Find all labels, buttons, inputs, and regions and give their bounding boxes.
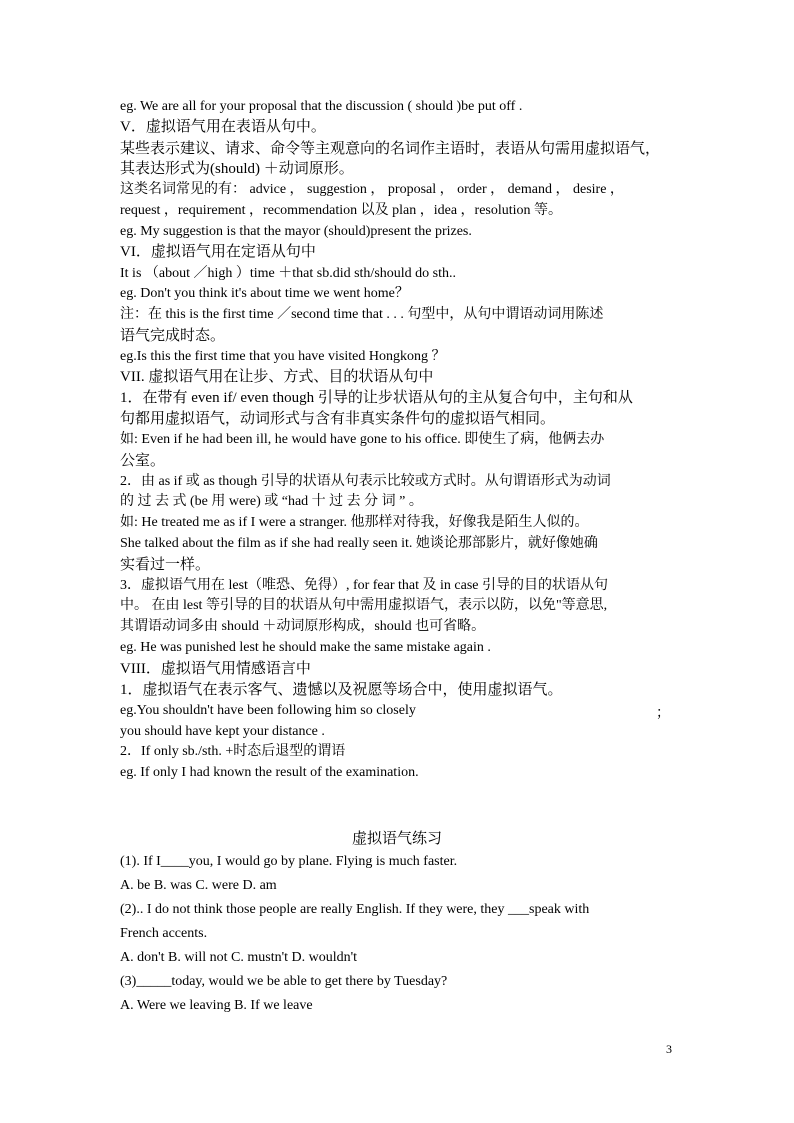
question-line: French accents. — [120, 926, 208, 941]
text-line: eg. He was punished lest he should make the same mistake again . — [120, 640, 491, 655]
text-line: 中。 在由 lest 等引导的目的状语从句中需用虚拟语气，表示以防，以免"等意思, — [120, 598, 608, 613]
exercise-title: 虚拟语气练习 — [351, 831, 442, 847]
section-heading: VI．虚拟语气用在定语从句中 — [120, 244, 316, 260]
text-line: 其谓语动词多由 should ＋动词原形构成，should 也可省略。 — [120, 619, 486, 634]
text-line: 2．由 as if 或 as though 引导的状语从句表示比较或方式时。从句谓语形式为动词 — [120, 474, 611, 489]
text-line: 这类名词常见的有： advice ， suggestion ， proposal ， order ， demand ， desire ， — [120, 182, 624, 197]
text-line: eg.Is this the first time that you have visited Hongkong ？ — [120, 349, 446, 364]
trailing-semicolon: ； — [656, 706, 670, 721]
section-heading: V．虚拟语气用在表语从句中。 — [120, 119, 326, 135]
text-line: 其表达形式为(should) ＋动词原形。 — [120, 161, 354, 177]
text-line: 语气完成时态。 — [120, 328, 226, 344]
question-line: (1). If I____you, I would go by plane. Flying is much faster. — [120, 854, 458, 869]
text-line: She talked about the film as if she had really seen it. 她谈论那部影片，就好像她确 — [120, 536, 598, 551]
options-line: A. don't B. will not C. mustn't D. wouldn't — [120, 950, 358, 965]
section-heading: VIII．虚拟语气用情感语言中 — [120, 661, 311, 677]
question-line: (3)_____today, would we be able to get there by Tuesday? — [120, 974, 448, 989]
text-line: It is （about ／high ）time ＋that sb.did sth/should do sth.. — [120, 266, 456, 281]
text-line: you should have kept your distance . — [120, 724, 325, 739]
text-line: 实看过一样。 — [120, 557, 211, 573]
options-line: A. Were we leaving B. If we leave — [120, 998, 313, 1013]
text-line: 注：在 this is the first time ／second time that . . . 句型中，从句中谓语动词用陈述 — [120, 307, 604, 322]
options-line: A. be B. was C. were D. am — [120, 878, 277, 893]
text-line: 的 过 去 式 (be 用 were) 或 “had 十 过 去 分 词 ” 。 — [120, 494, 423, 509]
text-line: request ，requirement ，recommendation 以及 plan ，idea ，resolution 等。 — [120, 203, 563, 218]
text-line: 3．虚拟语气用在 lest（唯恐、免得）, for fear that 及 in case 引导的目的状语从句 — [120, 578, 608, 593]
page-number: 3 — [666, 1042, 672, 1056]
text-line: 2．If only sb./sth. +时态后退型的谓语 — [120, 744, 346, 759]
text-line: 1．虚拟语气在表示客气、遗憾以及祝愿等场合中，使用虚拟语气。 — [120, 682, 563, 698]
text-line: 1．在带有 even if/ even though 引导的让步状语从句的主从复合句中，主句和从 — [120, 390, 633, 406]
question-line: (2).. I do not think those people are really English. If they were, they ___speak with — [120, 902, 590, 917]
text-line: eg.You shouldn't have been following him so closely — [120, 703, 416, 718]
text-line: eg. My suggestion is that the mayor (should)present the prizes. — [120, 224, 472, 239]
section-heading: VII. 虚拟语气用在让步、方式、目的状语从句中 — [120, 369, 434, 385]
text-line: eg. We are all for your proposal that the discussion ( should )be put off . — [120, 99, 523, 114]
text-line: eg. Don't you think it's about time we went home？ — [120, 286, 409, 301]
text-line: eg. If only I had known the result of the examination. — [120, 765, 419, 780]
text-line: 如: He treated me as if I were a stranger. 他那样对待我，好像我是陌生人似的。 — [120, 515, 589, 530]
text-line: 公室。 — [120, 453, 166, 469]
text-line: 如: Even if he had been ill, he would have gone to his office. 即使生了病，他俩去办 — [120, 432, 605, 447]
text-line: 句都用虚拟语气，动词形式与含有非真实条件句的虚拟语气相同。 — [120, 411, 556, 427]
text-line: 某些表示建议、请求、命令等主观意向的名词作主语时，表语从句需用虚拟语气， — [120, 141, 661, 157]
